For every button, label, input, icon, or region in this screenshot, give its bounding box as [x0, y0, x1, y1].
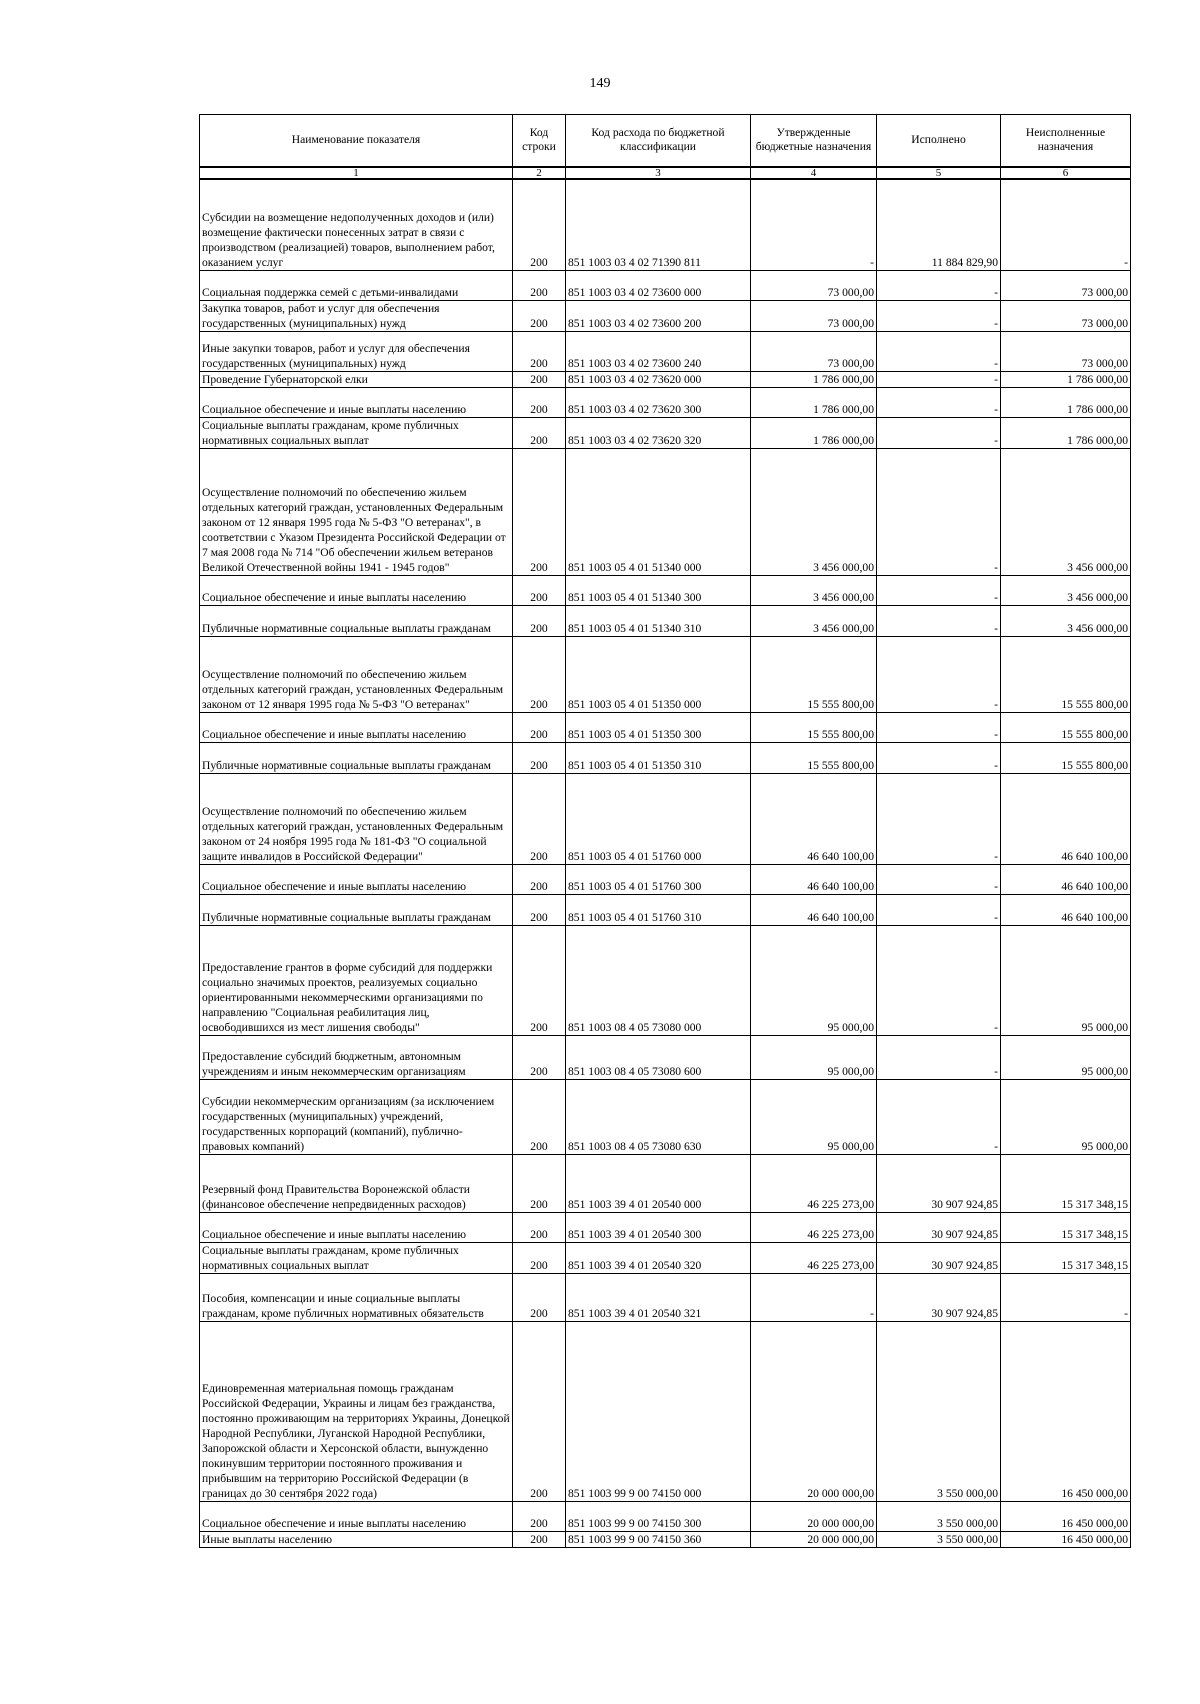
row-line-code: 200 [513, 865, 566, 895]
table-row [200, 743, 1131, 774]
row-budget-code: 851 1003 99 9 00 74150 000 [566, 1322, 751, 1502]
row-executed-amount: - [877, 606, 1001, 637]
row-executed-amount: - [877, 271, 1001, 301]
table-row [200, 637, 1131, 713]
column-number: 2 [513, 167, 566, 179]
row-name: Социальное обеспечение и иные выплаты населению [200, 865, 513, 895]
row-line-code: 200 [513, 895, 566, 926]
row-executed-amount: - [877, 713, 1001, 743]
table-row [200, 1155, 1131, 1213]
table-row [200, 271, 1131, 301]
row-name: Публичные нормативные социальные выплаты гражданам [200, 743, 513, 774]
row-executed-amount: - [877, 865, 1001, 895]
row-approved-amount: 20 000 000,00 [751, 1532, 877, 1548]
row-line-code: 200 [513, 1243, 566, 1274]
column-number: 1 [200, 167, 513, 179]
row-budget-code: 851 1003 05 4 01 51760 310 [566, 895, 751, 926]
row-name: Социальное обеспечение и иные выплаты населению [200, 388, 513, 418]
table-row [200, 606, 1131, 637]
row-executed-amount: - [877, 388, 1001, 418]
row-approved-amount: 73 000,00 [751, 271, 877, 301]
table-body [200, 179, 1131, 1548]
table-row [200, 301, 1131, 332]
column-number: 3 [566, 167, 751, 179]
column-number: 4 [751, 167, 877, 179]
row-unexecuted-amount: 1 786 000,00 [1001, 388, 1131, 418]
row-unexecuted-amount: 46 640 100,00 [1001, 865, 1131, 895]
row-line-code: 200 [513, 1213, 566, 1243]
table-row [200, 1036, 1131, 1080]
row-unexecuted-amount: 1 786 000,00 [1001, 418, 1131, 449]
row-approved-amount: 15 555 800,00 [751, 713, 877, 743]
row-unexecuted-amount: 3 456 000,00 [1001, 449, 1131, 576]
row-unexecuted-amount: 15 317 348,15 [1001, 1243, 1131, 1274]
row-executed-amount: - [877, 372, 1001, 388]
row-approved-amount: 95 000,00 [751, 926, 877, 1036]
row-line-code: 200 [513, 388, 566, 418]
row-approved-amount: 46 225 273,00 [751, 1155, 877, 1213]
row-name: Публичные нормативные социальные выплаты гражданам [200, 895, 513, 926]
row-line-code: 200 [513, 271, 566, 301]
row-unexecuted-amount: 15 317 348,15 [1001, 1213, 1131, 1243]
row-unexecuted-amount: 3 456 000,00 [1001, 576, 1131, 606]
row-line-code: 200 [513, 1322, 566, 1502]
row-unexecuted-amount: 15 317 348,15 [1001, 1155, 1131, 1213]
table-row [200, 576, 1131, 606]
row-budget-code: 851 1003 08 4 05 73080 000 [566, 926, 751, 1036]
row-unexecuted-amount: - [1001, 1274, 1131, 1322]
row-unexecuted-amount: 16 450 000,00 [1001, 1502, 1131, 1532]
row-budget-code: 851 1003 03 4 02 73620 320 [566, 418, 751, 449]
row-unexecuted-amount: 3 456 000,00 [1001, 606, 1131, 637]
table-row [200, 1502, 1131, 1532]
row-name: Социальные выплаты гражданам, кроме публичных нормативных социальных выплат [200, 1243, 513, 1274]
row-budget-code: 851 1003 08 4 05 73080 630 [566, 1080, 751, 1155]
row-executed-amount: - [877, 774, 1001, 865]
row-line-code: 200 [513, 1155, 566, 1213]
table-row [200, 179, 1131, 271]
table-row [200, 1080, 1131, 1155]
row-name: Проведение Губернаторской елки [200, 372, 513, 388]
budget-execution-table [199, 114, 1131, 1548]
column-number: 5 [877, 167, 1001, 179]
row-budget-code: 851 1003 39 4 01 20540 300 [566, 1213, 751, 1243]
row-approved-amount: 95 000,00 [751, 1036, 877, 1080]
header-approved-budget: Утвержденные бюджетные назначения [751, 115, 877, 167]
row-name: Социальное обеспечение и иные выплаты населению [200, 1502, 513, 1532]
row-approved-amount: 20 000 000,00 [751, 1322, 877, 1502]
row-budget-code: 851 1003 05 4 01 51340 310 [566, 606, 751, 637]
row-approved-amount: 46 225 273,00 [751, 1213, 877, 1243]
row-name: Закупка товаров, работ и услуг для обеспечения государственных (муниципальных) нужд [200, 301, 513, 332]
row-unexecuted-amount: 73 000,00 [1001, 301, 1131, 332]
row-executed-amount: 30 907 924,85 [877, 1155, 1001, 1213]
row-executed-amount: - [877, 1036, 1001, 1080]
row-approved-amount: 3 456 000,00 [751, 576, 877, 606]
row-name: Социальная поддержка семей с детьми-инвалидами [200, 271, 513, 301]
row-approved-amount: 46 640 100,00 [751, 774, 877, 865]
row-name: Единовременная материальная помощь гражданам Российской Федерации, Украины и лицам без гражданства, постоянно проживающим на территориях Украины, Донецкой Народной Республики, Луганской Народной Республики, Запорожской области и Херсонской области, вынужденно покинувшим территории постоянного проживания и прибывшим на территорию Российской Федерации (в границах до 30 сентября 2022 года) [200, 1322, 513, 1502]
row-name: Осуществление полномочий по обеспечению жильем отдельных категорий граждан, установленных Федеральным законом от 12 января 1995 года № 5-ФЗ "О ветеранах" [200, 637, 513, 713]
table-row [200, 713, 1131, 743]
row-line-code: 200 [513, 179, 566, 271]
row-approved-amount: 46 640 100,00 [751, 865, 877, 895]
row-budget-code: 851 1003 99 9 00 74150 360 [566, 1532, 751, 1548]
row-budget-code: 851 1003 05 4 01 51340 300 [566, 576, 751, 606]
table-row [200, 1274, 1131, 1322]
row-line-code: 200 [513, 774, 566, 865]
row-unexecuted-amount: 15 555 800,00 [1001, 713, 1131, 743]
table-row [200, 388, 1131, 418]
row-budget-code: 851 1003 05 4 01 51760 000 [566, 774, 751, 865]
row-line-code: 200 [513, 1502, 566, 1532]
row-approved-amount: 1 786 000,00 [751, 418, 877, 449]
header-line-code: Код строки [513, 115, 566, 167]
row-budget-code: 851 1003 39 4 01 20540 320 [566, 1243, 751, 1274]
table-row [200, 449, 1131, 576]
table-row [200, 332, 1131, 372]
row-line-code: 200 [513, 576, 566, 606]
row-unexecuted-amount: 15 555 800,00 [1001, 637, 1131, 713]
row-unexecuted-amount: 1 786 000,00 [1001, 372, 1131, 388]
row-name: Осуществление полномочий по обеспечению жильем отдельных категорий граждан, установленных Федеральным законом от 12 января 1995 года № 5-ФЗ "О ветеранах", в соответствии с Указом Президента Российской Федерации от 7 мая 2008 года № 714 "Об обеспечении жильем ветеранов Великой Отечественной войны 1941 - 1945 годов" [200, 449, 513, 576]
header-budget-classification-code: Код расхода по бюджетной классификации [566, 115, 751, 167]
row-executed-amount: - [877, 576, 1001, 606]
table-row [200, 1213, 1131, 1243]
row-approved-amount: - [751, 179, 877, 271]
row-line-code: 200 [513, 1036, 566, 1080]
row-line-code: 200 [513, 1080, 566, 1155]
row-executed-amount: - [877, 926, 1001, 1036]
row-unexecuted-amount: 16 450 000,00 [1001, 1532, 1131, 1548]
row-executed-amount: 30 907 924,85 [877, 1243, 1001, 1274]
row-line-code: 200 [513, 301, 566, 332]
row-line-code: 200 [513, 1532, 566, 1548]
row-budget-code: 851 1003 05 4 01 51340 000 [566, 449, 751, 576]
row-line-code: 200 [513, 926, 566, 1036]
row-executed-amount: - [877, 449, 1001, 576]
column-number-row [200, 167, 1131, 179]
row-name: Пособия, компенсации и иные социальные выплаты гражданам, кроме публичных нормативных обязательств [200, 1274, 513, 1322]
row-executed-amount: - [877, 418, 1001, 449]
row-name: Субсидии некоммерческим организациям (за исключением государственных (муниципальных) учреждений, государственных корпораций (компаний), публично-правовых компаний) [200, 1080, 513, 1155]
row-approved-amount: 95 000,00 [751, 1080, 877, 1155]
row-unexecuted-amount: 95 000,00 [1001, 1036, 1131, 1080]
row-name: Предоставление субсидий бюджетным, автономным учреждениям и иным некоммерческим организациям [200, 1036, 513, 1080]
row-name: Социальное обеспечение и иные выплаты населению [200, 576, 513, 606]
row-executed-amount: - [877, 743, 1001, 774]
row-budget-code: 851 1003 03 4 02 73620 300 [566, 388, 751, 418]
row-name: Предоставление грантов в форме субсидий для поддержки социально значимых проектов, реализуемых социально ориентированными некоммерческими организациями по направлению "Социальная реабилитация лиц, освободившихся из мест лишения свободы" [200, 926, 513, 1036]
table-row [200, 1322, 1131, 1502]
row-approved-amount: 73 000,00 [751, 301, 877, 332]
row-executed-amount: 11 884 829,90 [877, 179, 1001, 271]
row-name: Субсидии на возмещение недополученных доходов и (или) возмещение фактически понесенных затрат в связи с производством (реализацией) товаров, выполнением работ, оказанием услуг [200, 179, 513, 271]
row-budget-code: 851 1003 03 4 02 73600 200 [566, 301, 751, 332]
row-name: Резервный фонд Правительства Воронежской области (финансовое обеспечение непредвиденных расходов) [200, 1155, 513, 1213]
row-approved-amount: 3 456 000,00 [751, 449, 877, 576]
row-executed-amount: - [877, 301, 1001, 332]
row-budget-code: 851 1003 05 4 01 51760 300 [566, 865, 751, 895]
row-line-code: 200 [513, 713, 566, 743]
row-budget-code: 851 1003 05 4 01 51350 300 [566, 713, 751, 743]
table-row [200, 865, 1131, 895]
table-row [200, 774, 1131, 865]
page-number: 149 [589, 76, 611, 91]
row-line-code: 200 [513, 418, 566, 449]
row-budget-code: 851 1003 03 4 02 73600 000 [566, 271, 751, 301]
row-budget-code: 851 1003 05 4 01 51350 000 [566, 637, 751, 713]
table-row [200, 372, 1131, 388]
row-approved-amount: 46 225 273,00 [751, 1243, 877, 1274]
row-line-code: 200 [513, 332, 566, 372]
row-approved-amount: 46 640 100,00 [751, 895, 877, 926]
table-row [200, 1532, 1131, 1548]
row-executed-amount: 30 907 924,85 [877, 1213, 1001, 1243]
table-row [200, 926, 1131, 1036]
row-budget-code: 851 1003 08 4 05 73080 600 [566, 1036, 751, 1080]
row-executed-amount: 3 550 000,00 [877, 1322, 1001, 1502]
row-executed-amount: - [877, 637, 1001, 713]
row-executed-amount: - [877, 895, 1001, 926]
row-unexecuted-amount: 95 000,00 [1001, 1080, 1131, 1155]
row-approved-amount: 3 456 000,00 [751, 606, 877, 637]
row-approved-amount: 15 555 800,00 [751, 637, 877, 713]
row-budget-code: 851 1003 03 4 02 71390 811 [566, 179, 751, 271]
row-unexecuted-amount: 16 450 000,00 [1001, 1322, 1131, 1502]
row-line-code: 200 [513, 449, 566, 576]
header-indicator-name: Наименование показателя [200, 115, 513, 167]
row-executed-amount: 3 550 000,00 [877, 1502, 1001, 1532]
row-approved-amount: 73 000,00 [751, 332, 877, 372]
row-name: Социальное обеспечение и иные выплаты населению [200, 713, 513, 743]
row-name: Иные выплаты населению [200, 1532, 513, 1548]
row-approved-amount: 1 786 000,00 [751, 372, 877, 388]
row-line-code: 200 [513, 372, 566, 388]
row-line-code: 200 [513, 606, 566, 637]
row-executed-amount: - [877, 1080, 1001, 1155]
table-row [200, 895, 1131, 926]
row-approved-amount: 1 786 000,00 [751, 388, 877, 418]
row-budget-code: 851 1003 39 4 01 20540 000 [566, 1155, 751, 1213]
row-approved-amount: - [751, 1274, 877, 1322]
row-unexecuted-amount: 46 640 100,00 [1001, 895, 1131, 926]
row-approved-amount: 15 555 800,00 [751, 743, 877, 774]
row-unexecuted-amount: 46 640 100,00 [1001, 774, 1131, 865]
row-name: Публичные нормативные социальные выплаты гражданам [200, 606, 513, 637]
row-budget-code: 851 1003 03 4 02 73600 240 [566, 332, 751, 372]
row-executed-amount: 30 907 924,85 [877, 1274, 1001, 1322]
header-executed: Исполнено [877, 115, 1001, 167]
row-line-code: 200 [513, 743, 566, 774]
row-budget-code: 851 1003 99 9 00 74150 300 [566, 1502, 751, 1532]
row-approved-amount: 20 000 000,00 [751, 1502, 877, 1532]
row-line-code: 200 [513, 637, 566, 713]
table-header-row [200, 115, 1131, 167]
row-name: Осуществление полномочий по обеспечению жильем отдельных категорий граждан, установленных Федеральным законом от 24 ноября 1995 года № 181-ФЗ "О социальной защите инвалидов в Российской Федерации" [200, 774, 513, 865]
column-number: 6 [1001, 167, 1131, 179]
row-executed-amount: - [877, 332, 1001, 372]
header-unexecuted: Неисполненные назначения [1001, 115, 1131, 167]
row-budget-code: 851 1003 03 4 02 73620 000 [566, 372, 751, 388]
row-name: Социальные выплаты гражданам, кроме публичных нормативных социальных выплат [200, 418, 513, 449]
row-budget-code: 851 1003 39 4 01 20540 321 [566, 1274, 751, 1322]
row-unexecuted-amount: - [1001, 179, 1131, 271]
row-executed-amount: 3 550 000,00 [877, 1532, 1001, 1548]
row-unexecuted-amount: 15 555 800,00 [1001, 743, 1131, 774]
table-row [200, 1243, 1131, 1274]
row-unexecuted-amount: 73 000,00 [1001, 332, 1131, 372]
table-row [200, 418, 1131, 449]
row-name: Социальное обеспечение и иные выплаты населению [200, 1213, 513, 1243]
row-name: Иные закупки товаров, работ и услуг для обеспечения государственных (муниципальных) нужд [200, 332, 513, 372]
row-budget-code: 851 1003 05 4 01 51350 310 [566, 743, 751, 774]
row-unexecuted-amount: 95 000,00 [1001, 926, 1131, 1036]
row-unexecuted-amount: 73 000,00 [1001, 271, 1131, 301]
row-line-code: 200 [513, 1274, 566, 1322]
